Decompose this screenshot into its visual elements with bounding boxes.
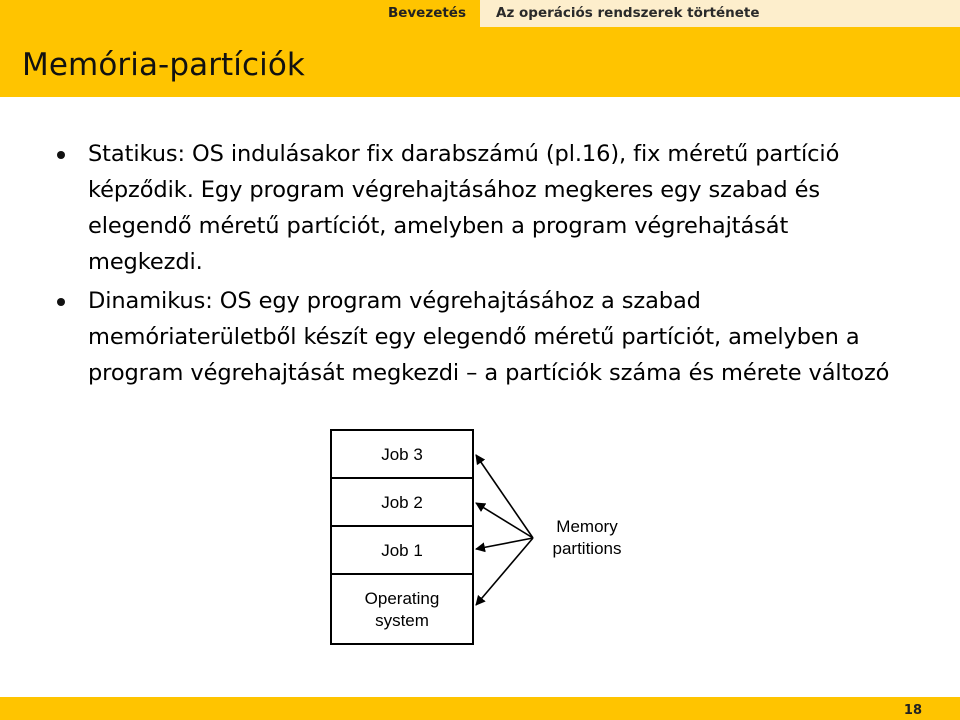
- label-line: system: [375, 611, 429, 630]
- bullet-line: program végrehajtását megkezdi – a partíciók száma és mérete változó: [88, 360, 890, 386]
- label-line: Memory: [556, 517, 618, 536]
- memory-partitions-label: [553, 517, 622, 558]
- partition-label-operating-system: [365, 589, 440, 630]
- frame-title: Memória-partíciók: [22, 47, 305, 83]
- bullet-line: elegendő méretű partíciót, amelyben a program végrehajtását: [88, 213, 789, 239]
- page-number: 18: [903, 703, 922, 718]
- footer-bar: [0, 697, 960, 720]
- label-line: partitions: [552, 539, 622, 558]
- arrow: [476, 455, 533, 538]
- bullet-line: megkezdi.: [88, 249, 203, 275]
- arrow: [476, 503, 533, 538]
- partition-label-job3: Job 3: [381, 445, 423, 464]
- bullet-line: memóriaterületből készít egy elegendő méretű partíciót, amelyben a: [88, 324, 860, 350]
- nav-section-os-history[interactable]: Az operációs rendszerek története: [496, 5, 760, 21]
- partition-label-job2: Job 2: [381, 493, 423, 512]
- label-line: Operating: [364, 589, 440, 608]
- bullet-line: Statikus: OS indulásakor fix darabszámú (pl.16), fix méretű partíció: [88, 141, 840, 167]
- bullet-line: Dinamikus: OS egy program végrehajtásához a szabad: [88, 288, 701, 314]
- partition-label-job1: Job 1: [381, 541, 423, 560]
- nav-section-intro[interactable]: Bevezetés: [387, 5, 466, 21]
- bullet-line: képződik. Egy program végrehajtásához megkeres egy szabad és: [88, 177, 820, 203]
